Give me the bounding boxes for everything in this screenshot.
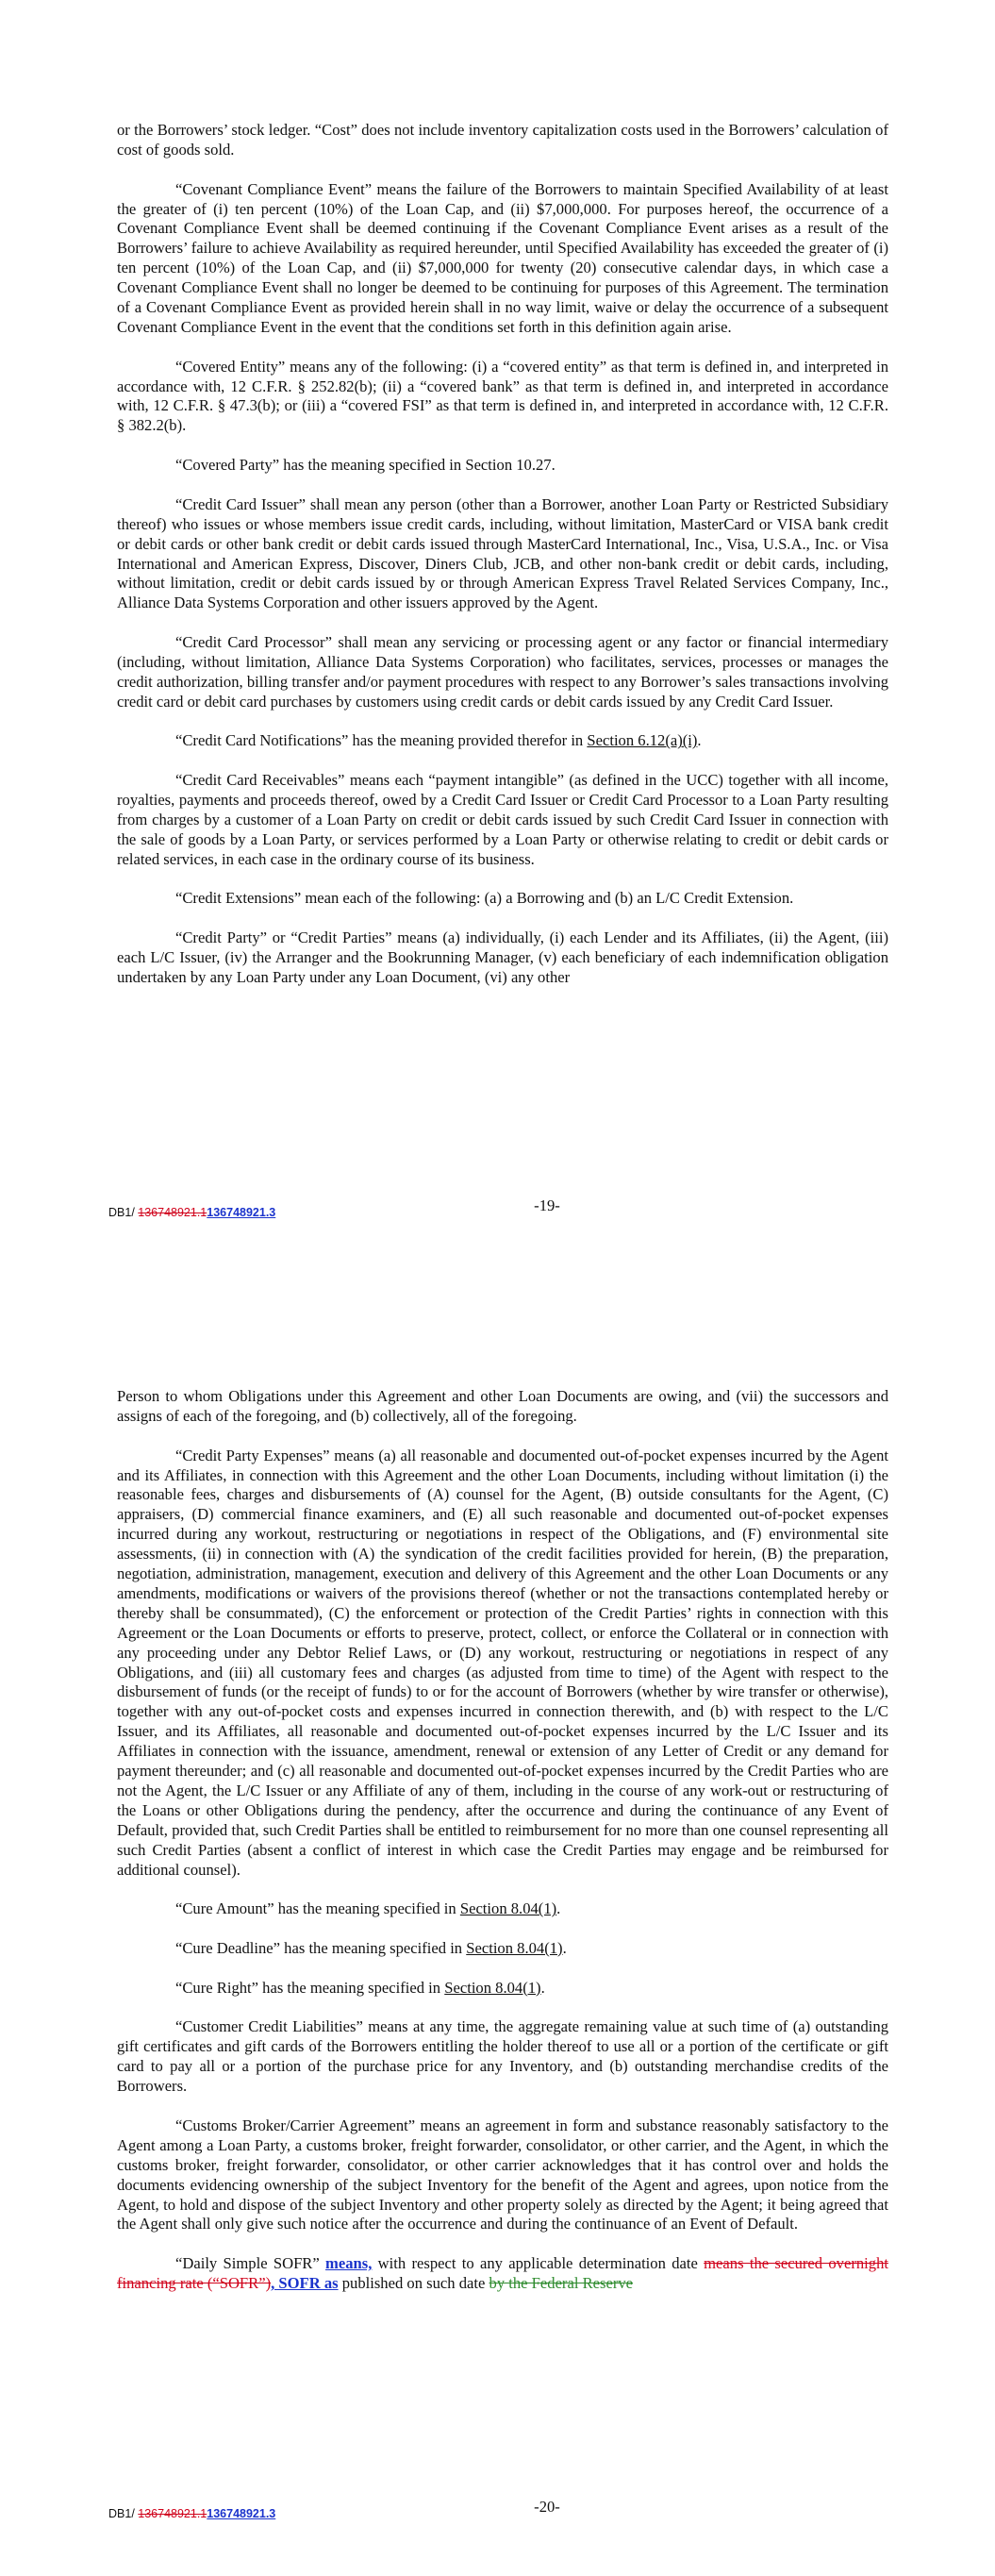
definition-text: “Cure Deadline” has the meaning specified in <box>175 1939 467 1958</box>
doc-id-prefix: DB1/ <box>108 2507 139 2520</box>
definition-credit-card-issuer: “Credit Card Issuer” shall mean any person (other than a Borrower, another Loan Party or Restricted Subsidiary thereof) who issues or whose members issue credit cards, including, without limitation, MasterCard or VISA bank credit or debit cards or other bank credit or debit cards issued through MasterCard International, Inc., Visa, U.S.A., Inc. or Visa International and American Express, Discover, Diners Club, JCB, and other non-bank credit or debit cards, including, without limitation, credit or debit cards issued by or through American Express Travel Related Services Company, Inc., Alliance Data Systems Corporation and other issuers approved by the Agent. <box>117 494 888 612</box>
paragraph-credit-party-continued: Person to whom Obligations under this Agreement and other Loan Documents are owing, and (vii) the successors and assigns of each of the foregoing, and (b) collectively, all of the foregoing. <box>117 1387 888 1425</box>
sofr-text-2: with respect to any applicable determination date <box>372 2254 705 2273</box>
definition-customs-broker-carrier-agreement: “Customs Broker/Carrier Agreement” means an agreement in form and substance reasonably satisfactory to the Agent among a Loan Party, a customs broker, freight forwarder, consolidator, or other carrier, and the Agent, in which the customs broker, freight forwarder, consolidator, or other carrier acknowledges that it has control over and holds the documents evidencing ownership of the subject Inventory for the benefit of the Agent and agrees, upon notice from the Agent, to hold and dispose of the subject Inventory and other property solely as directed by the Agent; it being agreed that the Agent shall only give such notice after the occurrence and during the continuance of an Event of Default. <box>117 2116 888 2233</box>
definition-customer-credit-liabilities: “Customer Credit Liabilities” means at any time, the aggregate remaining value at such time of (a) outstanding gift certificates and gift cards of the Borrowers entitling the holder thereof to use all or a portion of the certificate or gift card to pay all or a portion of the purchase price for any Inventory, and (b) outstanding merchandise credits of the Borrowers. <box>117 2017 888 2096</box>
definition-text: “Cure Right” has the meaning specified in <box>175 1978 445 1997</box>
inserted-text: means, <box>325 2254 373 2273</box>
doc-id-prefix: DB1/ <box>108 1206 139 1219</box>
document-page-20 <box>0 1269 995 2576</box>
definition-covered-entity: “Covered Entity” means any of the following: (i) a “covered entity” as that term is defined in, and interpreted in accordance with, 12 C.F.R. § 252.82(b); (ii) a “covered bank” as that term is defined in, and interpreted in accordance with, 12 C.F.R. § 47.3(b); or (iii) a “covered FSI” as that term is defined in, and interpreted in accordance with, 12 C.F.R. § 382.2(b). <box>117 357 888 435</box>
page-number: -20- <box>534 2498 560 2516</box>
doc-id-inserted: 136748921.3 <box>207 2507 276 2520</box>
doc-id-deleted: 136748921.1 <box>138 1206 207 1219</box>
page-number: -19- <box>534 1196 560 1214</box>
document-id <box>108 1206 275 1219</box>
page-body <box>117 1387 888 2314</box>
definition-cure-right <box>117 1979 888 1999</box>
definition-covered-party: “Covered Party” has the meaning specified in Section 10.27. <box>175 456 556 475</box>
definition-credit-card-receivables: “Credit Card Receivables” means each “payment intangible” (as defined in the UCC) together with all income, royalties, payments and proceeds thereof, owed by a Credit Card Issuer or Credit Card Processor to a Loan Party resulting from charges by a customer of a Loan Party on credit or debit cards issued by such Credit Card Issuer in connection with the sale of goods by a Loan Party, or services performed by a Loan Party or otherwise relating to credit or debit cards or related services, in each case in the ordinary course of its business. <box>117 771 888 868</box>
sofr-text-1: “Daily Simple SOFR” <box>175 2254 326 2273</box>
page-footer <box>108 1196 891 1225</box>
definition-covenant-compliance-event: “Covenant Compliance Event” means the failure of the Borrowers to maintain Specified Availability of at least the greater of (i) ten percent (10%) of the Loan Cap, and (ii) $7,000,000. For purposes hereof, the occurrence of a Covenant Compliance Event shall be deemed continuing if the Covenant Compliance Event arises as a result of the Borrowers’ failure to achieve Availability as required hereunder, until Specified Availability has exceeded the greater of (i) ten percent (10%) of the Loan Cap, and (ii) $7,000,000 for twenty (20) consecutive calendar days, in which case a Covenant Compliance Event shall no longer be deemed to be continuing for purposes of this Agreement. The termination of a Covenant Compliance Event as provided herein shall in no way limit, waive or delay the occurrence of a subsequent Covenant Compliance Event in the event that the conditions set forth in this definition again arise. <box>117 179 888 336</box>
doc-id-deleted: 136748921.1 <box>138 2507 207 2520</box>
definition-cure-deadline <box>117 1939 888 1959</box>
definition-cure-amount <box>117 1899 888 1919</box>
sofr-text-3: published on such date <box>338 2274 489 2293</box>
paragraph-cost-continued: or the Borrowers’ stock ledger. “Cost” does not include inventory capitalization costs used in the Borrowers’ calculation of cost of goods sold. <box>117 121 888 159</box>
section-reference: Section 8.04(1) <box>459 1899 557 1918</box>
definition-credit-party: “Credit Party” or “Credit Parties” means (a) individually, (i) each Lender and its Affiliates, (ii) the Agent, (iii) each L/C Issuer, (iv) the Arranger and the Bookrunning Manager, (v) each beneficiary of each indemnification obligation undertaken by any Loan Party under any Loan Document, (vi) any other <box>117 928 888 986</box>
doc-id-inserted: 136748921.3 <box>207 1206 276 1219</box>
definition-credit-party-expenses: “Credit Party Expenses” means (a) all reasonable and documented out-of-pocket expenses incurred by the Agent and its Affiliates, in connection with this Agreement and the other Loan Documents, including without limitation (i) the reasonable fees, charges and disbursements of (A) counsel for the Agent, (B) outside consultants for the Agent, (C) appraisers, (D) commercial finance examiners, and (E) all such reasonable and documented out-of-pocket expenses incurred during any workout, restructuring or negotiations in respect of the Obligations, and (F) environmental site assessments, (ii) in connection with (A) the syndication of the credit facilities provided for herein, (B) the preparation, negotiation, administration, management, execution and delivery of this Agreement and the other Loan Documents or any amendments, modifications or waivers of the provisions thereof (whether or not the transactions contemplated hereby or thereby shall be consummated), (C) the enforcement or protection of the Credit Parties’ rights in connection with this Agreement or the Loan Documents or efforts to preserve, protect, collect, or enforce the Collateral or in connection with any proceeding under any Debtor Relief Laws, or (D) any workout, restructuring or negotiations in respect of any Obligations, and (iii) all customary fees and charges (as adjusted from time to time) of the Agent with respect to the disbursement of funds (or the receipt of funds) to or for the account of Borrowers (whether by wire transfer or otherwise), together with any out-of-pocket costs and expenses incurred in connection therewith, and (b) with respect to the L/C Issuer, and its Affiliates, all reasonable and documented out-of-pocket expenses incurred by the L/C Issuer and its Affiliates in connection with the issuance, amendment, renewal or extension of any Letter of Credit or any demand for payment thereunder; and (c) all reasonable and documented out-of-pocket expenses incurred by the Credit Parties who are not the Agent, the L/C Issuer or any Affiliate of any of them, including in the course of any work-out or restructuring of the Loans or other Obligations during the pendency, after the occurrence and during the continuance of any Event of Default, provided that, such Credit Parties shall be entitled to reimbursement for no more than one counsel representing all such Credit Parties (absent a conflict of interest in which case the Credit Parties may engage and be reimbursed for additional counsel). <box>117 1446 888 1879</box>
definition-end: . <box>697 731 702 750</box>
moved-text: by the Federal Reserve <box>489 2274 634 2293</box>
section-reference: Section 8.04(1) <box>444 1978 541 1997</box>
section-reference: Section 6.12(a)(i) <box>587 731 698 750</box>
definition-end: . <box>562 1939 567 1958</box>
definition-credit-card-notifications <box>117 731 888 751</box>
page-body <box>117 121 888 1008</box>
definition-end: . <box>540 1978 545 1997</box>
definition-end: . <box>556 1899 561 1918</box>
definition-credit-card-processor: “Credit Card Processor” shall mean any servicing or processing agent or any factor or financial intermediary (including, without limitation, Alliance Data Systems Corporation) who facilitates, services, processes or manages the credit authorization, billing transfer and/or payment procedures with respect to any Borrower’s sales transactions involving credit card or debit card purchases by customers using credit cards or debit cards issued by any Credit Card Issuer. <box>117 633 888 711</box>
section-reference: Section 8.04(1) <box>466 1939 563 1958</box>
definition-daily-simple-sofr <box>117 2254 888 2294</box>
inserted-text: , SOFR as <box>271 2274 339 2293</box>
document-id <box>108 2507 275 2520</box>
definition-text: “Credit Card Notifications” has the meaning provided therefor in <box>175 731 588 750</box>
document-page-19 <box>0 0 995 1269</box>
definition-credit-extensions: “Credit Extensions” mean each of the following: (a) a Borrowing and (b) an L/C Credit Extension. <box>175 889 794 908</box>
page-footer <box>108 2498 891 2526</box>
definition-text: “Cure Amount” has the meaning specified in <box>175 1899 460 1918</box>
deleted-text: means the secured overnight financing rate (“SOFR”) <box>117 2254 888 2293</box>
